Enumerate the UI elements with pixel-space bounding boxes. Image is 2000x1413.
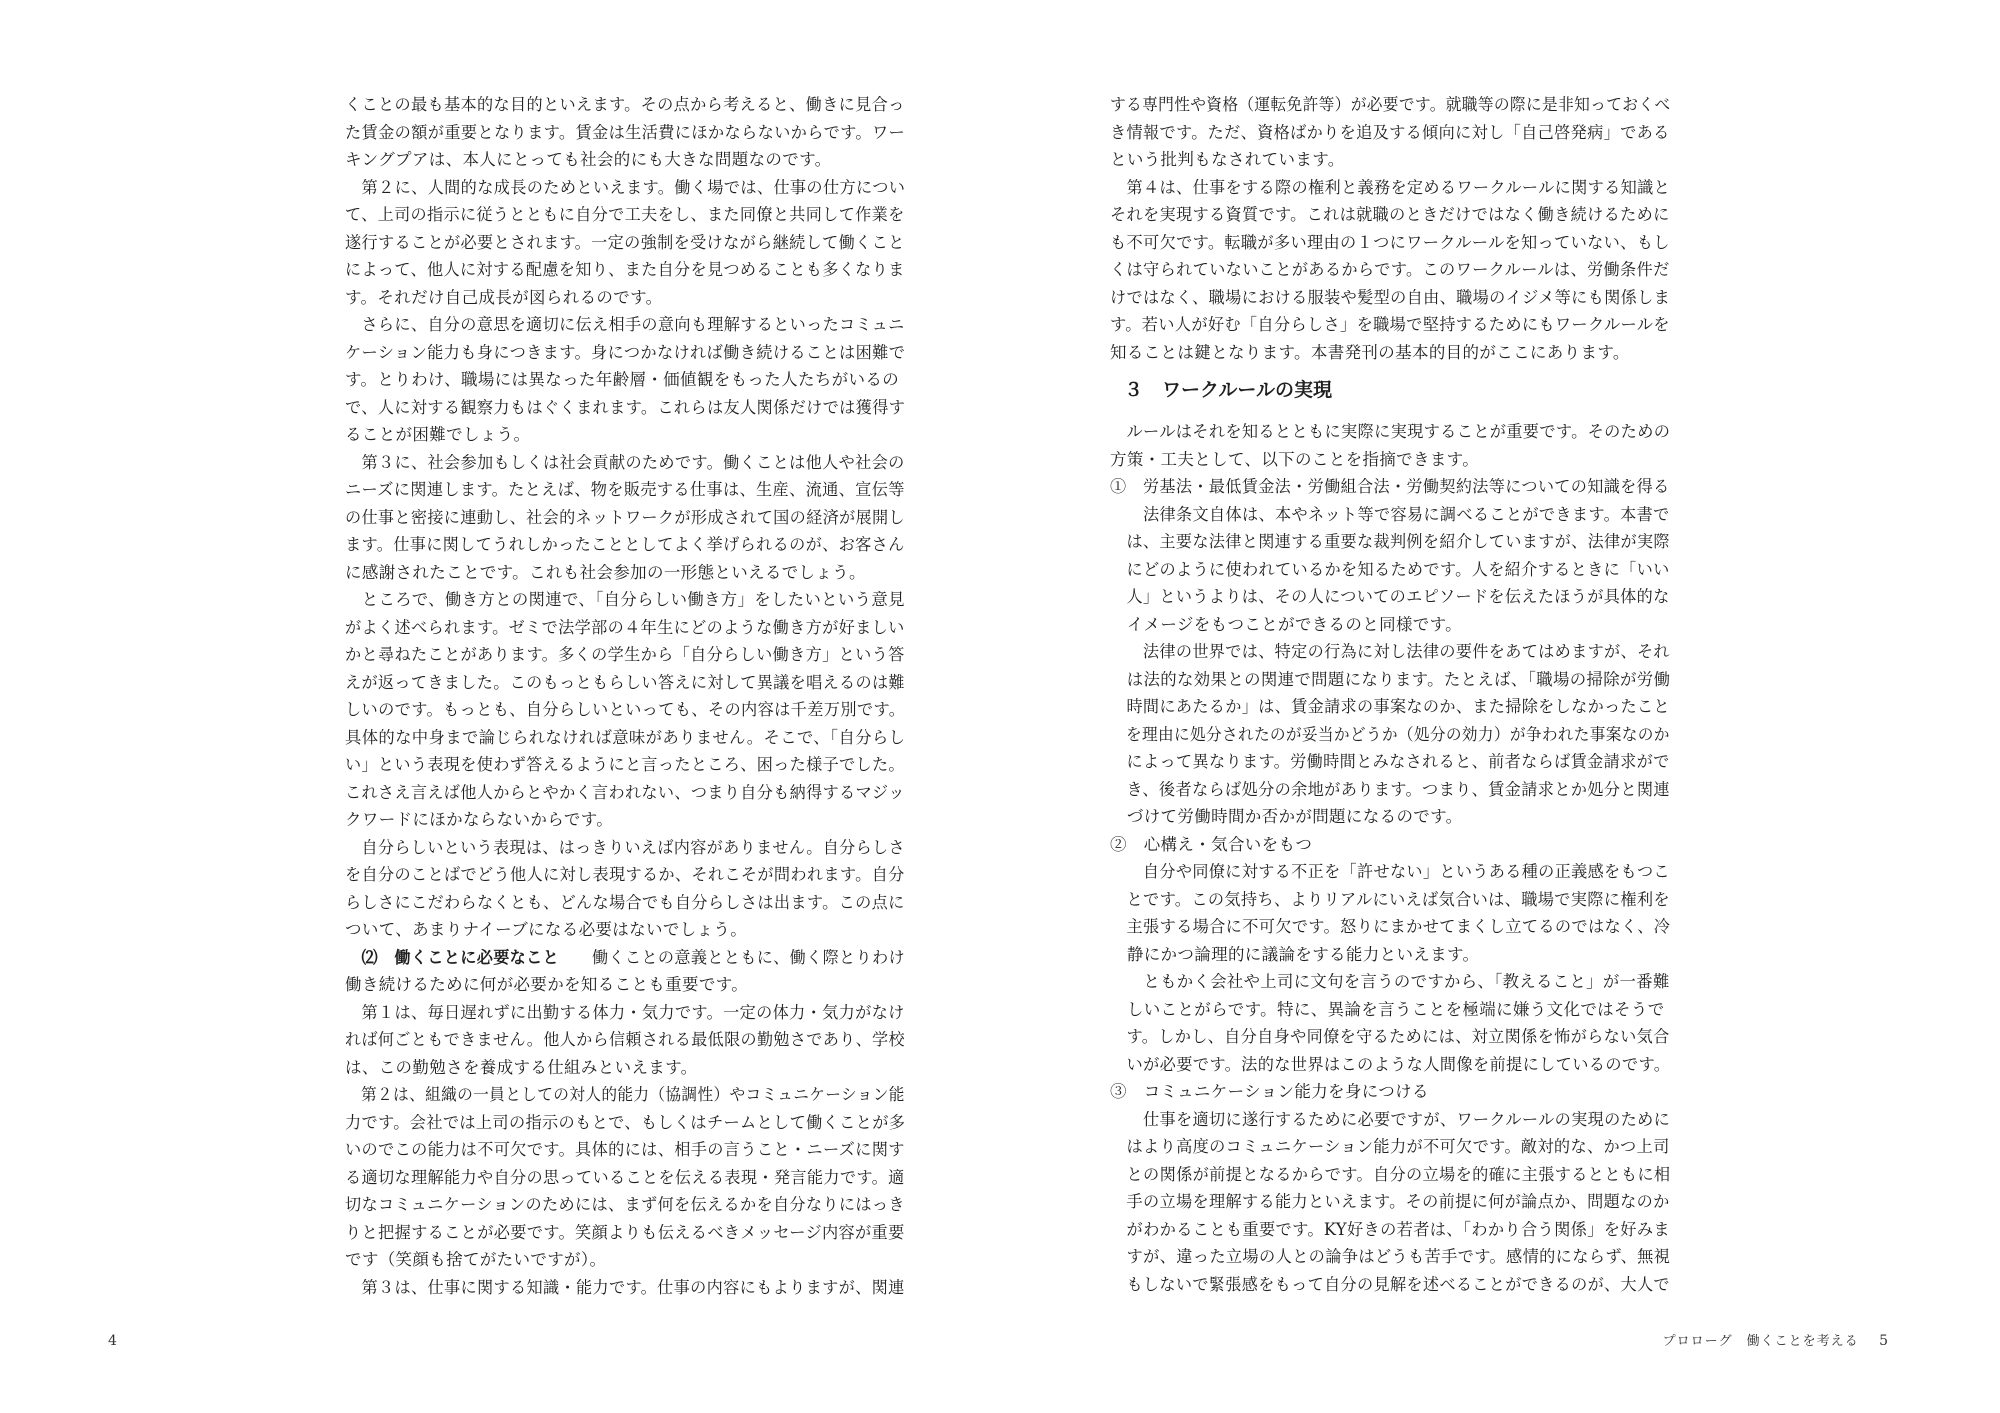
text-line: す。それだけ自己成長が図られるのです。 <box>345 287 663 307</box>
text-line: た賃金の額が重要となります。賃金は生活費にほかならないからです。ワー <box>345 122 906 142</box>
right-footer <box>1663 1331 1888 1352</box>
text-line: す。若い人が好む「自分らしさ」を職場で堅持するためにもワークルールを <box>1110 315 1670 334</box>
text-line: がわかることも重要です。KY好きの若者は、「わかり合う関係」を好みま <box>1110 1219 1670 1239</box>
left-page-number: 4 <box>108 1333 117 1349</box>
text-line: 遂行することが必要とされます。一定の強制を受けながら継続して働くこと <box>345 232 905 252</box>
left-body-text <box>345 91 905 1301</box>
text-line: 第３に、社会参加もしくは社会貢献のためです。働くことは他人や社会の <box>345 452 905 472</box>
text-line: によって、他人に対する配慮を知り、また自分を見つめることも多くなりま <box>345 260 905 279</box>
text-line: す。しかし、自分自身や同僚を守るためには、対立関係を怖がらない気合 <box>1110 1027 1670 1046</box>
text-line: りと把握することが必要です。笑顔よりも伝えるべきメッセージ内容が重要 <box>345 1222 905 1242</box>
text-line: もしないで緊張感をもって自分の見解を述べることができるのが、大人で <box>1110 1274 1670 1294</box>
text-line: はより高度のコミュニケーション能力が不可欠です。敵対的な、かつ上司 <box>1110 1137 1670 1156</box>
text-line: は、この勤勉さを養成する仕組みといえます。 <box>345 1057 698 1077</box>
text-line: すが、違った立場の人との論争はどうも苦手です。感情的にならず、無視 <box>1110 1247 1671 1266</box>
text-line: 具体的な中身まで論じられなければ意味がありません。そこで、「自分らし <box>345 727 906 747</box>
text-line: て、上司の指示に従うとともに自分で工夫をし、また同僚と共同して作業を <box>345 205 905 224</box>
text-line: き情報です。ただ、資格ばかりを追及する傾向に対し「自己啓発病」である <box>1110 122 1670 142</box>
text-line: を理由に処分されたのが妥当かどうか（処分の効力）が争われた事案なのか <box>1110 724 1670 744</box>
text-line: との関係が前提となるからです。自分の立場を的確に主張するとともに相 <box>1110 1164 1671 1184</box>
text-line: という批判もなされています。 <box>1110 150 1345 169</box>
right-body-text <box>1110 91 1670 1298</box>
text-line: がよく述べられます。ゼミで法学部の４年生にどのような働き方が好ましい <box>345 617 905 637</box>
text-line: す。とりわけ、職場には異なった年齢層・価値観をもった人たちがいるの <box>345 370 900 389</box>
text-line: ることが困難でしょう。 <box>345 425 531 444</box>
text-line: を自分のことばでどう他人に対し表現するか、それこそが問われます。自分 <box>345 865 905 884</box>
text-line: とです。この気持ち、よりリアルにいえば気合いは、職場で実際に権利を <box>1110 889 1670 909</box>
text-line: 第１は、毎日遅れずに出勤する体力・気力です。一定の体力・気力がなけ <box>345 1002 905 1022</box>
text-line: らしさにこだわらなくとも、どんな場合でも自分らしさは出ます。この点に <box>345 892 905 912</box>
text-line: の仕事と密接に連動し、社会的ネットワークが形成されて国の経済が展開し <box>345 507 905 527</box>
text-line: ② 心構え・気合いをもつ <box>1110 834 1313 854</box>
text-line: ニーズに関連します。たとえば、物を販売する仕事は、生産、流通、宣伝等 <box>345 480 905 499</box>
subsection-lead-text: 働くことの意義とともに、働く際とりわけ <box>559 947 905 967</box>
text-line: 切なコミュニケーションのためには、まず何を伝えるかを自分なりにはっき <box>345 1195 905 1214</box>
text-line: で、人に対する観察力もはぐくまれます。これらは友人関係だけでは獲得す <box>345 397 906 417</box>
text-line: 時間にあたるか」は、賃金請求の事案なのか、また掃除をしなかったこと <box>1110 697 1670 716</box>
text-line: 力です。会社では上司の指示のもとで、もしくはチームとして働くことが多 <box>345 1112 906 1132</box>
text-line: ともかく会社や上司に文句を言うのですから、「教えること」が一番難 <box>1110 972 1670 991</box>
text-line: 方策・工夫として、以下のことを指摘できます。 <box>1110 449 1480 469</box>
text-line: 第３は、仕事に関する知識・能力です。仕事の内容にもよりますが、関連 <box>345 1277 905 1297</box>
text-line: いが必要です。法的な世界はこのような人間像を前提にしているのです。 <box>1110 1054 1671 1074</box>
text-line: 自分らしいという表現は、はっきりいえば内容がありません。自分らしさ <box>345 837 905 857</box>
text-line: イメージをもつことができるのと同様です。 <box>1110 614 1463 634</box>
text-line: 働き続けるために何が必要かを知ることも重要です。 <box>345 975 749 994</box>
text-line: ルールはそれを知るとともに実際に実現することが重要です。そのための <box>1110 422 1671 441</box>
text-line: 人」というよりは、その人についてのエピソードを伝えたほうが具体的な <box>1110 587 1670 606</box>
text-line: くは守られていないことがあるからです。このワークルールは、労働条件だ <box>1110 260 1670 279</box>
text-line: ところで、働き方との関連で、「自分らしい働き方」をしたいという意見 <box>345 590 905 609</box>
text-line: しいのです。もっとも、自分らしいといっても、その内容は千差万別です。 <box>345 700 906 719</box>
text-line: 第４は、仕事をする際の権利と義務を定めるワークルールに関する知識と <box>1110 177 1671 197</box>
text-line: によって異なります。労働時間とみなされると、前者ならば賃金請求がで <box>1110 752 1670 771</box>
text-line: 法律の世界では、特定の行為に対し法律の要件をあてはめますが、それ <box>1110 642 1670 661</box>
running-head: プロローグ 働くことを考える <box>1662 1334 1859 1349</box>
text-line: 自分や同僚に対する不正を「許せない」というある種の正義感をもつこ <box>1110 862 1670 881</box>
text-line: ます。仕事に関してうれしかったこととしてよく挙げられるのが、お客さん <box>345 535 905 554</box>
text-line: にどのように使われているかを知るためです。人を紹介するときに「いい <box>1110 559 1670 579</box>
text-line: 静にかつ論理的に議論をする能力といえます。 <box>1110 944 1480 964</box>
subsection-heading: ⑵ 働くことに必要なこと <box>345 947 560 967</box>
text-line: けではなく、職場における服装や髪型の自由、職場のイジメ等にも関係しま <box>1110 287 1671 307</box>
text-line: 第２は、組織の一員としての対人的能力（協調性）やコミュニケーション能 <box>345 1085 905 1104</box>
text-line: です（笑顔も捨てがたいですが）。 <box>345 1250 607 1269</box>
text-line: 主張する場合に不可欠です。怒りにまかせてまくし立てるのではなく、冷 <box>1110 917 1671 936</box>
text-line: 知ることは鍵となります。本書発刊の基本的目的がここにあります。 <box>1110 342 1630 362</box>
text-line: ③ コミュニケーション能力を身につける <box>1110 1082 1429 1101</box>
text-line: に感謝されたことです。これも社会参加の一形態といえるでしょう。 <box>345 562 866 582</box>
subsection-line <box>345 944 905 972</box>
text-line: ① 労基法・最低賃金法・労働組合法・労働契約法等についての知識を得る <box>1110 477 1670 496</box>
text-line: これさえ言えば他人からとやかく言われない、つまり自分も納得するマジッ <box>345 782 905 802</box>
right-page-number: 5 <box>1879 1333 1888 1349</box>
text-line: いのでこの能力は不可欠です。具体的には、相手の言うこと・ニーズに関す <box>345 1140 905 1159</box>
text-line: えが返ってきました。このもっともらしい答えに対して異議を唱えるのは難 <box>345 672 905 692</box>
text-line: それを実現する資質です。これは就職のときだけではなく働き続けるために <box>1110 205 1670 224</box>
text-line: 手の立場を理解する能力といえます。その前提に何が論点か、問題なのか <box>1110 1192 1670 1211</box>
text-line: る適切な理解能力や自分の思っていることを伝える表現・発言能力です。適 <box>345 1167 905 1187</box>
text-line: き、後者ならば処分の余地があります。つまり、賃金請求とか処分と関連 <box>1110 779 1670 799</box>
text-line: 仕事を適切に遂行するために必要ですが、ワークルールの実現のために <box>1110 1109 1671 1129</box>
section-heading: ３ ワークルールの実現 <box>1124 379 1333 401</box>
text-line: かと尋ねたことがあります。多くの学生から「自分らしい働き方」という答 <box>345 645 905 664</box>
text-line: は法的な効果との関連で問題になります。たとえば、「職場の掃除が労働 <box>1110 669 1671 689</box>
text-line: ケーション能力も身につきます。身につかなければ働き続けることは困難で <box>345 342 906 362</box>
text-line: くことの最も基本的な目的といえます。その点から考えると、働きに見合っ <box>345 95 905 114</box>
text-line: しいことがらです。特に、異論を言うことを極端に嫌う文化ではそうで <box>1110 999 1665 1019</box>
right-page <box>1000 0 2000 1413</box>
text-line: クワードにほかならないからです。 <box>345 810 614 829</box>
text-line: 法律条文自体は、本やネット等で容易に調べることができます。本書で <box>1110 504 1670 524</box>
text-line: さらに、自分の意思を適切に伝え相手の意向も理解するといったコミュニ <box>345 315 905 334</box>
text-line: 第２に、人間的な成長のためといえます。働く場では、仕事の仕方につい <box>345 177 906 197</box>
text-line: い」という表現を使わず答えるようにと言ったところ、困った様子でした。 <box>345 755 905 774</box>
text-line: れば何ごともできません。他人から信頼される最低限の勤勉さであり、学校 <box>345 1030 905 1049</box>
text-line: ついて、あまりナイーブになる必要はないでしょう。 <box>345 920 748 939</box>
text-line: は、主要な法律と関連する重要な裁判例を紹介していますが、法律が実際 <box>1110 532 1670 551</box>
text-line: する専門性や資格（運転免許等）が必要です。就職等の際に是非知っておくべ <box>1110 95 1671 114</box>
text-line: づけて労働時間か否かが問題になるのです。 <box>1110 807 1463 826</box>
text-line: キングプアは、本人にとっても社会的にも大きな問題なのです。 <box>345 150 832 169</box>
text-line: も不可欠です。転職が多い理由の１つにワークルールを知っていない、もし <box>1110 232 1670 252</box>
